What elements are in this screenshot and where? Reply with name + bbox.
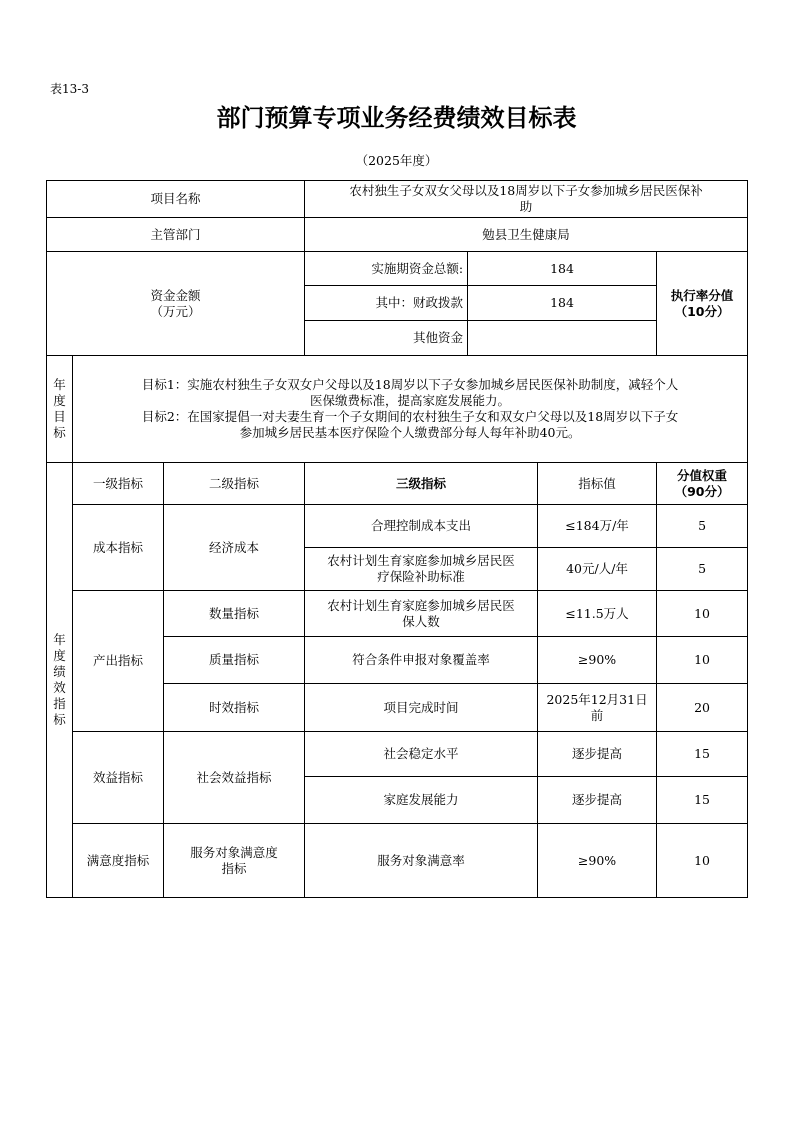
benefit-level2: 社会效益指标: [164, 732, 305, 824]
header-level1: 一级指标: [73, 463, 164, 505]
indicator-value: 逐步提高: [538, 732, 657, 777]
indicator-section-char: 年: [53, 632, 66, 647]
indicator-value: ≥90%: [538, 824, 657, 898]
indicator-section-label: [47, 463, 73, 898]
annual-goal-label: [47, 356, 73, 463]
indicator-weight: 10: [657, 824, 748, 898]
funds-label: [47, 252, 305, 356]
indicator-level2: 数量指标: [164, 591, 305, 637]
annual-goal-char: 标: [53, 425, 66, 440]
fiscal-year: （2025年度）: [355, 153, 438, 168]
satisfaction-level2-line: 指标: [221, 860, 247, 876]
project-name-line: 农村独生子女双女父母以及18周岁以下子女参加城乡居民医保补: [349, 183, 703, 198]
indicator-level3: [305, 684, 538, 732]
benefit-level1: 效益指标: [73, 732, 164, 824]
total-funds-label: 实施期资金总额:: [305, 252, 468, 286]
indicator-weight: 15: [657, 732, 748, 777]
project-name-value: [305, 181, 748, 218]
indicator-level2: 时效指标: [164, 684, 305, 732]
project-name-line: 助: [519, 199, 533, 214]
indicator-text: 疗保险补助标准: [377, 569, 465, 584]
header-level2: 二级指标: [164, 463, 305, 505]
indicator-level3: 服务对象满意率: [305, 824, 538, 898]
indicator-weight: 20: [657, 684, 748, 732]
goal-1-line: 医保缴费标准，提高家庭发展能力。: [310, 393, 511, 408]
indicator-value: ≤11.5万人: [538, 591, 657, 637]
output-level1: 产出指标: [73, 591, 164, 732]
table-row: [47, 732, 748, 777]
finance-funds-value: 184: [468, 286, 657, 321]
indicator-weight: 10: [657, 591, 748, 637]
indicator-weight: 10: [657, 637, 748, 684]
indicator-weight: 5: [657, 505, 748, 548]
indicator-header-row: [47, 463, 748, 505]
indicator-text: 符合条件申报对象覆盖率: [352, 652, 490, 667]
cost-level2: 经济成本: [164, 505, 305, 591]
indicator-value-line: 前: [590, 707, 604, 723]
indicator-section-char: 标: [53, 712, 66, 727]
indicator-value-line: 2025年12月31日: [546, 691, 648, 707]
indicator-text: 农村计划生育家庭参加城乡居民医: [327, 597, 515, 613]
indicator-level3: [305, 591, 538, 637]
indicator-value: ≥90%: [538, 637, 657, 684]
annual-goal-char: 年: [53, 377, 66, 392]
indicator-section-char: 指: [53, 696, 66, 711]
table-number: 表13-3: [50, 82, 89, 96]
indicator-section-char: 效: [53, 680, 66, 695]
indicator-value: 逐步提高: [538, 777, 657, 824]
indicator-value: [538, 684, 657, 732]
total-funds-value: 184: [468, 252, 657, 286]
goal-1-line: 目标1：实施农村独生子女双女户父母以及18周岁以下子女参加城乡居民医保补助制度，减轻个人: [141, 377, 679, 392]
indicator-level3: [305, 548, 538, 591]
project-name-label: 项目名称: [47, 181, 305, 218]
cost-level1: 成本指标: [73, 505, 164, 591]
department-label: 主管部门: [47, 218, 305, 252]
indicator-section-char: 度: [53, 648, 66, 663]
annual-goal-row: [47, 356, 748, 463]
indicator-value: 40元/人/年: [538, 548, 657, 591]
indicator-level3: [305, 637, 538, 684]
indicator-text: 保人数: [402, 613, 440, 629]
performance-target-table: [46, 180, 748, 898]
header-value: 指标值: [538, 463, 657, 505]
goal-2-line: 目标2：在国家提倡一对夫妻生育一个子女期间的农村独生子女和双女户父母以及18周岁以下子女: [141, 409, 679, 424]
execution-rate-points: （10分）: [674, 303, 730, 319]
indicator-value: ≤184万/年: [538, 505, 657, 548]
indicator-weight: 5: [657, 548, 748, 591]
finance-funds-label: 其中：财政拨款: [305, 286, 468, 321]
indicator-text: 项目完成时间: [383, 699, 459, 715]
funds-row: [47, 252, 748, 286]
indicator-level3: 家庭发展能力: [305, 777, 538, 824]
other-funds-label: 其他资金: [305, 321, 468, 356]
satisfaction-level2: [164, 824, 305, 898]
funds-label-unit: （万元）: [150, 303, 201, 319]
indicator-level3: 社会稳定水平: [305, 732, 538, 777]
page-title: 部门预算专项业务经费绩效目标表: [216, 104, 577, 132]
project-name-row: [47, 181, 748, 218]
goal-2-line: 参加城乡居民基本医疗保险个人缴费部分每人每年补助40元。: [239, 425, 581, 440]
annual-goal-text: [73, 356, 748, 463]
satisfaction-level1: 满意度指标: [73, 824, 164, 898]
annual-goal-char: 度: [53, 393, 66, 408]
annual-goal-char: 目: [53, 409, 66, 424]
indicator-text: 合理控制成本支出: [371, 518, 472, 533]
execution-rate-score: [657, 252, 748, 356]
table-row: [47, 591, 748, 637]
header-level3: 三级指标: [305, 463, 538, 505]
execution-rate-label: 执行率分值: [670, 287, 734, 303]
funds-label-line: 资金金额: [150, 287, 201, 303]
header-weight-points: （90分）: [674, 483, 730, 499]
other-funds-value: [468, 321, 657, 356]
indicator-text: 农村计划生育家庭参加城乡居民医: [327, 553, 515, 568]
indicator-weight: 15: [657, 777, 748, 824]
indicator-level3: [305, 505, 538, 548]
header-weight: [657, 463, 748, 505]
department-value: 勉县卫生健康局: [305, 218, 748, 252]
header-weight-label: 分值权重: [677, 467, 728, 483]
indicator-section-char: 绩: [53, 664, 66, 679]
indicator-level2: 质量指标: [164, 637, 305, 684]
table-row: [47, 824, 748, 898]
satisfaction-level2-line: 服务对象满意度: [190, 844, 278, 860]
table-row: [47, 505, 748, 548]
department-row: [47, 218, 748, 252]
